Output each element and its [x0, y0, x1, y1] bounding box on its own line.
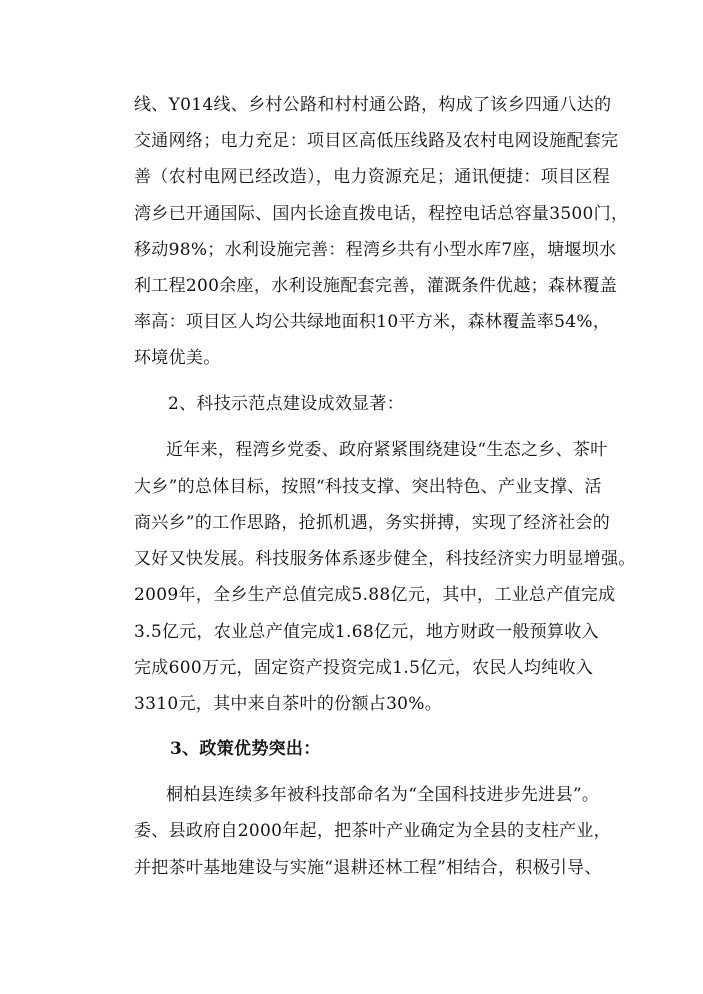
paragraph-line: 利工程200余座，水利设施配套完善，灌溉条件优越；森林覆盖 [134, 276, 618, 296]
paragraph-line: 并把茶叶基地建设与实施“退耕还林工程”相结合，积极引导、 [134, 858, 602, 878]
paragraph-line: 3.5亿元，农业总产值完成1.68亿元，地方财政一般预算收入 [134, 622, 599, 642]
paragraph-line: 率高：项目区人均公共绿地面积10平方米，森林覆盖率54%， [134, 312, 611, 332]
paragraph-line: 环境优美。 [134, 348, 221, 368]
paragraph-line: 桐柏县连续多年被科技部命名为“全国科技进步先进县”。 [166, 785, 600, 805]
section-heading-3: 3、政策优势突出： [170, 739, 321, 759]
paragraph-line: 湾乡已开通国际、国内长途直拨电话，程控电话总容量3500门， [134, 204, 629, 224]
paragraph-line: 大乡”的总体目标，按照“科技支撑、突出特色、产业支撑、活 [134, 477, 602, 497]
paragraph-line: 线、Y014线、乡村公路和村村通公路，构成了该乡四通八达的 [134, 95, 612, 115]
paragraph-line: 交通网络；电力充足：项目区高低压线路及农村电网设施配套完 [134, 131, 619, 151]
paragraph-line: 商兴乡”的工作思路，抢抓机遇，务实拼搏，实现了经济社会的 [134, 513, 611, 533]
paragraph-line: 完成600万元，固定资产投资完成1.5亿元，农民人均纯收入 [134, 658, 594, 678]
section-heading-2: 2、科技示范点建设成效显著： [168, 394, 405, 414]
paragraph-line: 3310元，其中来自茶叶的份额占30%。 [134, 694, 443, 714]
paragraph-line: 2009年，全乡生产总值完成5.88亿元，其中，工业总产值完成 [134, 585, 616, 605]
paragraph-line: 近年来，程湾乡党委、政府紧紧围绕建设“生态之乡、茶叶 [166, 440, 608, 460]
paragraph-line: 委、县政府自2000年起，把茶叶产业确定为全县的支柱产业， [134, 821, 611, 841]
paragraph-line: 善（农村电网已经改造），电力资源充足；通讯便捷：项目区程 [134, 167, 610, 187]
paragraph-line: 移动98%；水利设施完善：程湾乡共有小型水库7座，塘堰坝水 [134, 240, 617, 260]
paragraph-line: 又好又快发展。科技服务体系逐步健全，科技经济实力明显增强。 [134, 549, 636, 569]
